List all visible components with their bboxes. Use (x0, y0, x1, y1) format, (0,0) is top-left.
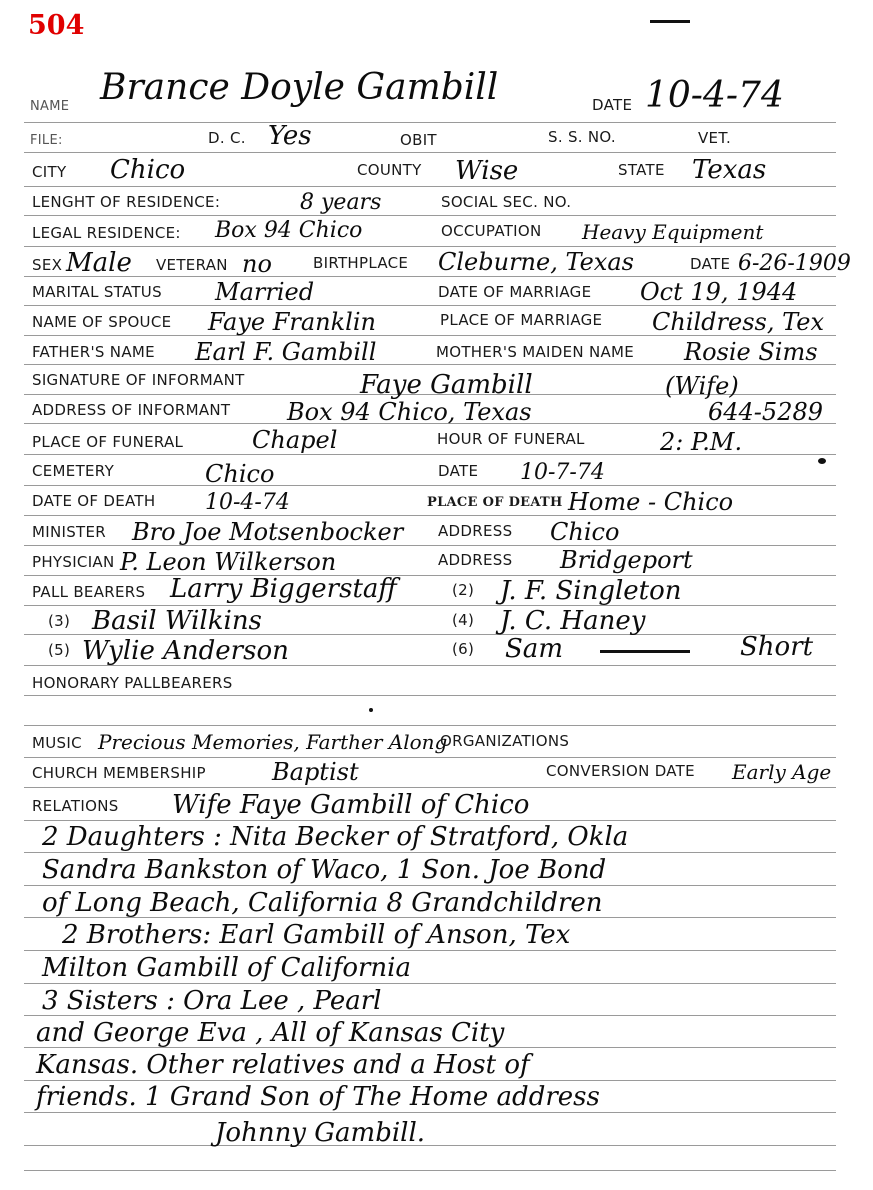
informant-phone-value: 644-5289 (708, 398, 823, 426)
relations-line: friends. 1 Grand Son of The Home address (36, 1082, 600, 1112)
birthplace-value: Cleburne, Texas (438, 248, 634, 276)
minister-address-label: ADDRESS (438, 522, 513, 540)
length-of-residence-value: 8 years (300, 190, 382, 215)
cemetery-date-label: DATE (438, 462, 479, 480)
fathers-name-label: FATHER'S NAME (32, 343, 155, 361)
informant-signature-value: Faye Gambill (360, 370, 533, 400)
date-of-death-label: DATE OF DEATH (32, 492, 156, 510)
pall-bearer-6-last: Short (740, 632, 814, 662)
pall-bearer-2-value: J. F. Singleton (500, 576, 682, 606)
record-number: 504 (28, 10, 85, 41)
rule (24, 152, 836, 153)
church-membership-value: Baptist (272, 758, 359, 786)
relations-line: 2 Daughters : Nita Becker of Stratford, Okla (42, 822, 629, 852)
rule (24, 885, 836, 886)
rule (24, 1145, 836, 1146)
occupation-value: Heavy Equipment (582, 220, 764, 244)
name-of-spouse-value: Faye Franklin (208, 308, 376, 336)
signature-of-informant-label: SIGNATURE OF INFORMANT (32, 371, 245, 389)
relations-line: 2 Brothers: Earl Gambill of Anson, Tex (62, 920, 571, 950)
ink-mark (369, 708, 373, 712)
organizations-label: ORGANIZATIONS (440, 732, 570, 750)
hour-of-funeral-value: 2: P.M. (660, 428, 743, 456)
rule (24, 1170, 836, 1171)
pall-bearer-5-label: (5) (48, 641, 71, 659)
date-of-marriage-value: Oct 19, 1944 (640, 278, 798, 306)
physician-label: PHYSICIAN (32, 553, 115, 571)
county-value: Wise (455, 156, 519, 186)
date-label: DATE (592, 96, 633, 114)
rule (24, 1112, 836, 1113)
mothers-maiden-name-value: Rosie Sims (684, 338, 818, 366)
place-of-death-label: PLACE OF DEATH (427, 495, 563, 510)
place-of-funeral-label: PLACE OF FUNERAL (32, 433, 184, 451)
pall-bearer-1-value: Larry Biggerstaff (170, 574, 397, 604)
date-value: 10-4-74 (645, 75, 784, 116)
conversion-date-value: Early Age (732, 760, 832, 784)
relations-line: Kansas. Other relatives and a Host of (36, 1050, 530, 1080)
rule (24, 276, 836, 277)
sex-value: Male (66, 248, 132, 278)
physician-address-value: Bridgeport (560, 546, 693, 574)
pall-bearer-4-value: J. C. Haney (500, 606, 646, 636)
rule (24, 246, 836, 247)
birth-date-value: 6-26-1909 (738, 251, 851, 276)
minister-address-value: Chico (550, 518, 620, 546)
marital-status-value: Married (215, 278, 315, 306)
relations-line: 3 Sisters : Ora Lee , Pearl (42, 986, 382, 1016)
legal-residence-label: LEGAL RESIDENCE: (32, 224, 181, 242)
conversion-date-label: CONVERSION DATE (546, 762, 695, 780)
occupation-label: OCCUPATION (441, 222, 542, 240)
rule (24, 983, 836, 984)
legal-residence-value: Box 94 Chico (215, 218, 363, 243)
place-of-funeral-value: Chapel (252, 426, 338, 454)
name-of-spouse-label: NAME OF SPOUCE (32, 313, 172, 331)
informant-relation-value: (Wife) (665, 372, 739, 400)
relations-line: Wife Faye Gambill of Chico (172, 790, 530, 820)
place-of-marriage-label: PLACE OF MARRIAGE (440, 311, 603, 329)
pall-bearers-label: PALL BEARERS (32, 583, 146, 601)
rule (24, 787, 836, 788)
rule (24, 725, 836, 726)
date-of-marriage-label: DATE OF MARRIAGE (438, 283, 592, 301)
music-label: MUSIC (32, 734, 82, 752)
place-of-marriage-value: Childress, Tex (652, 308, 824, 336)
church-membership-label: CHURCH MEMBERSHIP (32, 764, 206, 782)
rule (24, 695, 836, 696)
pall-bearer-4-label: (4) (452, 611, 475, 629)
rule (24, 852, 836, 853)
date-of-death-value: 10-4-74 (205, 490, 290, 515)
pall-bearer-6-first: Sam (505, 634, 563, 664)
pall-bearer-2-label: (2) (452, 581, 475, 599)
length-of-residence-label: LENGHT OF RESIDENCE: (32, 193, 221, 211)
address-of-informant-label: ADDRESS OF INFORMANT (32, 401, 231, 419)
rule (24, 1080, 836, 1081)
rule (24, 122, 836, 123)
file-label: FILE: (30, 133, 63, 148)
pall-bearer-3-value: Basil Wilkins (92, 606, 262, 636)
dc-value: Yes (268, 121, 312, 151)
obit-label: OBIT (400, 131, 437, 149)
minister-label: MINISTER (32, 523, 106, 541)
veteran-value: no (242, 250, 272, 278)
relations-line: Milton Gambill of California (42, 953, 411, 983)
rule (24, 186, 836, 187)
hour-of-funeral-label: HOUR OF FUNERAL (437, 430, 585, 448)
pall-bearer-6-label: (6) (452, 640, 475, 658)
name-label: NAME (30, 99, 70, 114)
city-label: CITY (32, 163, 67, 181)
city-value: Chico (110, 155, 186, 185)
minister-value: Bro Joe Motsenbocker (132, 518, 404, 546)
pall-bearer-3-label: (3) (48, 612, 71, 630)
veteran-label: VETERAN (156, 256, 228, 274)
music-value: Precious Memories, Farther Along (98, 730, 448, 754)
social-sec-no-label: SOCIAL SEC. NO. (441, 193, 572, 211)
physician-value: P. Leon Wilkerson (120, 548, 337, 576)
ink-mark (818, 458, 826, 464)
honorary-pallbearers-label: HONORARY PALLBEARERS (32, 674, 233, 692)
ss-no-label: S. S. NO. (548, 128, 617, 146)
pall-bearer-5-value: Wylie Anderson (82, 636, 289, 666)
rule (24, 950, 836, 951)
state-value: Texas (692, 155, 767, 185)
relations-line: Johnny Gambill. (215, 1118, 426, 1148)
top-mark (650, 20, 690, 23)
state-label: STATE (618, 161, 665, 179)
rule (24, 757, 836, 758)
relations-line: and George Eva , All of Kansas City (36, 1018, 505, 1048)
cemetery-date-value: 10-7-74 (520, 460, 605, 485)
relations-line: Sandra Bankston of Waco, 1 Son. Joe Bond (42, 855, 607, 885)
relations-line: of Long Beach, California 8 Grandchildren (42, 888, 603, 918)
place-of-death-value: Home - Chico (568, 488, 734, 516)
mothers-maiden-name-label: MOTHER'S MAIDEN NAME (436, 343, 635, 361)
physician-address-label: ADDRESS (438, 551, 513, 569)
vet-label: VET. (698, 129, 732, 147)
marital-status-label: MARITAL STATUS (32, 283, 162, 301)
county-label: COUNTY (357, 161, 422, 179)
rule (24, 215, 836, 216)
rule (24, 820, 836, 821)
cemetery-label: CEMETERY (32, 462, 115, 480)
dc-label: D. C. (208, 129, 246, 147)
cemetery-value: Chico (205, 460, 275, 488)
sex-label: SEX (32, 256, 63, 274)
name-value: Brance Doyle Gambill (100, 67, 499, 108)
birth-date-label: DATE (690, 255, 731, 273)
fathers-name-value: Earl F. Gambill (195, 338, 377, 366)
strikethrough (600, 650, 690, 653)
rule (24, 485, 836, 486)
birthplace-label: BIRTHPLACE (313, 254, 409, 272)
address-of-informant-value: Box 94 Chico, Texas (287, 398, 532, 426)
relations-label: RELATIONS (32, 797, 119, 815)
